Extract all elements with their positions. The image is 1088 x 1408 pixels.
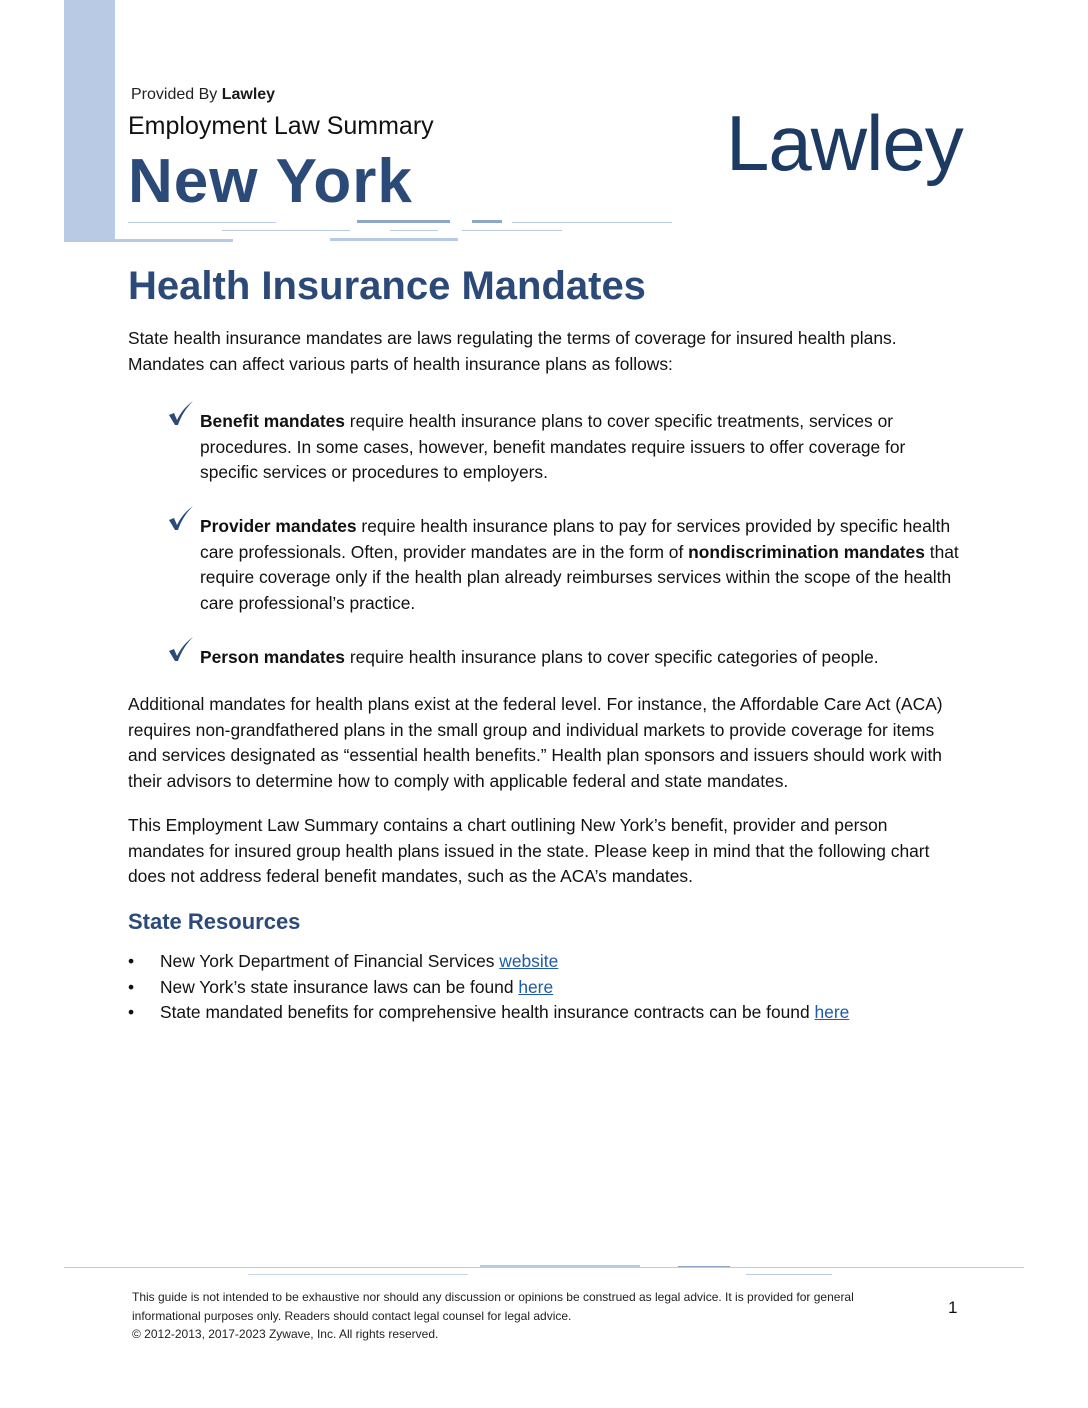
copyright-text: © 2012-2013, 2017-2023 Zywave, Inc. All rights reserved. — [132, 1327, 439, 1341]
summary-paragraph: This Employment Law Summary contains a chart outlining New York’s benefit, provider and person mandates for insured group health plans issued in the state. Please keep in mind that the following chart does not address federal benefit mandates, such as the ACA’s mandates. — [128, 815, 930, 887]
page-number: 1 — [948, 1298, 958, 1317]
provided-by-prefix: Provided By — [131, 86, 218, 103]
mandate-term-secondary: nondiscrimination mandates — [688, 541, 925, 562]
page-title: Health Insurance Mandates — [128, 264, 646, 308]
resource-label: State mandated benefits for comprehensive health insurance contracts can be found — [160, 1002, 815, 1023]
intro-paragraph: State health insurance mandates are laws regulating the terms of coverage for insured health plans. Mandates can affect various parts of health insurance plans as follows: — [128, 328, 897, 374]
mandate-term: Benefit mandates — [200, 411, 345, 431]
mandate-text — [200, 645, 960, 671]
header-rule — [357, 220, 450, 223]
provided-by-brand: Lawley — [221, 86, 276, 103]
footer-rule — [746, 1274, 832, 1275]
mandate-desc-secondary: that require coverage only if the health plan already reimburses services within the scope of the health care professional’s practice. — [200, 541, 959, 614]
resource-text — [160, 949, 558, 975]
mandate-term: Person mandates — [200, 647, 345, 667]
header-rule — [472, 220, 502, 223]
mandate-text — [200, 514, 960, 617]
header-rule — [128, 222, 276, 223]
bullet-icon: • — [128, 951, 135, 971]
header-side-bar — [64, 0, 115, 242]
provided-by — [131, 86, 275, 104]
mandate-desc: require health insurance plans to cover specific treatments, services or procedures. In some cases, however, benefit mandates require issuers to offer coverage for specific services or procedures to employers. — [200, 411, 906, 483]
federal-paragraph: Additional mandates for health plans exist at the federal level. For instance, the Affordable Care Act (ACA) requires non-grandfathered plans in the small group and individual markets to provide coverage for items and services designated as “essential health benefits.” Health plan sponsors and issuers should work with their advisors to determine how to comply with applicable federal and state mandates. — [128, 694, 943, 792]
mandated-benefits-link[interactable]: here — [814, 1002, 850, 1023]
company-logo: Lawley — [726, 99, 963, 187]
footer-rule — [248, 1274, 468, 1275]
mandate-text — [200, 409, 960, 486]
header-rule — [462, 230, 562, 231]
state-title: New York — [128, 147, 413, 216]
mandate-term: Provider mandates — [200, 516, 357, 536]
header-rule — [512, 222, 672, 223]
checkmark-icon — [166, 637, 194, 665]
resource-text — [160, 975, 553, 1001]
bullet-icon: • — [128, 976, 135, 997]
mandate-desc: require health insurance plans to pay for services provided by specific health care professionals. Often, provider mandates are in the form of — [200, 516, 951, 562]
resources-heading: State Resources — [128, 909, 301, 934]
mandate-desc: require health insurance plans to cover specific categories of people. — [344, 647, 879, 667]
resource-label: New York Department of Financial Services — [160, 951, 500, 971]
footer-disclaimer — [132, 1288, 922, 1344]
header-rule — [390, 230, 438, 231]
resource-label: New York’s state insurance laws can be found — [160, 976, 519, 997]
disclaimer-text: This guide is not intended to be exhaustive nor should any discussion or opinions be construed as legal advice. It is provided for general informational purposes only. Readers should contact legal counsel for legal advice. — [132, 1290, 854, 1323]
checkmark-icon — [166, 506, 194, 534]
header-rule — [115, 239, 233, 242]
bullet-icon: • — [128, 1002, 135, 1023]
website-link[interactable]: website — [499, 951, 559, 971]
footer-rule — [480, 1265, 640, 1268]
resource-text — [160, 1000, 849, 1026]
checkmark-icon — [166, 401, 194, 429]
summary-label: Employment Law Summary — [128, 112, 434, 140]
footer-rule — [678, 1266, 730, 1267]
header-rule — [330, 238, 458, 241]
header-rule — [222, 230, 350, 231]
insurance-laws-link[interactable]: here — [518, 976, 554, 997]
